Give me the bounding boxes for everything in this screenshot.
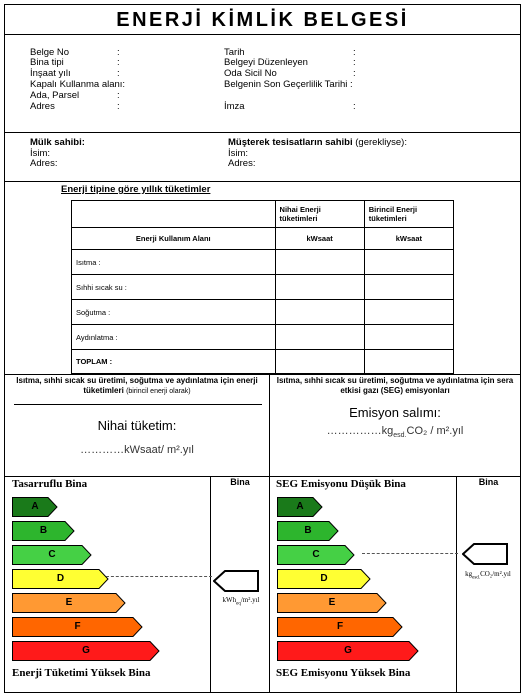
label-kapali-alan: Kapalı Kullanma alanı: bbox=[30, 79, 126, 90]
emission-marker-arrow bbox=[462, 543, 508, 565]
label-oda-sicil: Oda Sicil No bbox=[224, 68, 277, 79]
colon: : bbox=[353, 47, 356, 58]
final-note: (birincil enerji olarak) bbox=[126, 388, 191, 395]
co-owner-address: Adres: bbox=[228, 158, 256, 169]
table-cell bbox=[364, 275, 453, 300]
divider bbox=[269, 476, 270, 693]
table-row bbox=[72, 228, 454, 250]
class-bar-label: B bbox=[304, 525, 312, 536]
owner-title: Mülk sahibi: bbox=[30, 137, 85, 148]
row-label: Soğutma : bbox=[72, 300, 276, 325]
final-heading: Isıtma, sıhhi sıcak su üretimi, soğutma ve aydınlatma için enerji tüketimleri bbox=[16, 376, 258, 395]
final-value: …………kWsaat/ m².yıl bbox=[80, 444, 194, 456]
divider bbox=[4, 132, 521, 133]
energy-marker-line bbox=[106, 576, 212, 577]
table-cell bbox=[364, 350, 453, 374]
class-bar-label: G bbox=[82, 645, 90, 656]
table-row bbox=[72, 325, 454, 350]
energy-col-header: Bina bbox=[230, 477, 250, 487]
emission-scale-bottom: SEG Emisyonu Yüksek Bina bbox=[276, 667, 411, 679]
label-gecerlilik: Belgenin Son Geçerlilik Tarihi : bbox=[224, 79, 353, 90]
co-owner-note: (gerekliyse): bbox=[355, 137, 407, 148]
class-bar-b bbox=[277, 521, 339, 541]
label-tarih: Tarih bbox=[224, 47, 245, 58]
page-title: ENERJİ KİMLİK BELGESİ bbox=[5, 6, 520, 35]
row-label: Isıtma : bbox=[72, 250, 276, 275]
table-row bbox=[72, 250, 454, 275]
table-cell bbox=[364, 325, 453, 350]
table-cell bbox=[364, 250, 453, 275]
emission-marker-unit: $kg_{esd.}CO_2/m^2.yıl$ bbox=[465, 570, 511, 581]
table-cell bbox=[275, 250, 364, 275]
colon: : bbox=[117, 90, 120, 101]
energy-marker-arrow bbox=[213, 570, 259, 592]
final-heading-box bbox=[6, 376, 268, 397]
class-bar-b bbox=[12, 521, 75, 541]
emission-heading: Isıtma, sıhhi sıcak su üretimi, soğutma ve aydınlatma için sera etkisi gazı (SEG) emisyonları bbox=[276, 376, 514, 395]
class-bar-d bbox=[277, 569, 371, 589]
emission-label: Emisyon salımı: bbox=[349, 405, 441, 420]
label-bina-tipi: Bina tipi bbox=[30, 57, 64, 68]
class-bar-f bbox=[277, 617, 403, 637]
class-bar-g bbox=[277, 641, 419, 661]
emission-value-pre: ……………kg bbox=[326, 425, 394, 437]
label-duzenleyen: Belgeyi Düzenleyen bbox=[224, 57, 308, 68]
class-bar-e bbox=[277, 593, 387, 613]
class-bar-label: B bbox=[39, 525, 48, 536]
label-imza: İmza bbox=[224, 101, 245, 112]
table-cell bbox=[275, 325, 364, 350]
emission-col-header: Bina bbox=[478, 477, 499, 487]
col-primary-header: Birincil Enerji tüketimleri bbox=[364, 201, 453, 228]
energy-scale-bottom: Enerji Tüketimi Yüksek Bina bbox=[12, 667, 151, 679]
class-bar-e bbox=[12, 593, 126, 613]
class-bar-label: A bbox=[296, 501, 304, 512]
owner-address: Adres: bbox=[30, 158, 58, 169]
class-bar-label: E bbox=[328, 597, 336, 608]
final-label: Nihai tüketim: bbox=[97, 418, 177, 433]
divider bbox=[456, 476, 457, 693]
col-final-header: Nihai Enerji tüketimleri bbox=[275, 201, 364, 228]
divider bbox=[210, 476, 211, 693]
consumption-heading: Enerji tipine göre yıllık tüketimler bbox=[61, 184, 211, 195]
unit-final: kWsaat bbox=[275, 228, 364, 250]
table-cell bbox=[72, 201, 276, 228]
class-bar-label: E bbox=[65, 597, 73, 608]
class-bar-c bbox=[277, 545, 355, 565]
colon: : bbox=[353, 57, 356, 68]
energy-scale-top: Tasarruflu Bina bbox=[12, 478, 88, 490]
energy-marker-unit: kWh$_{eq}$/m².yıl bbox=[222, 596, 260, 607]
co-owner-title bbox=[228, 138, 407, 149]
class-bar-label: F bbox=[74, 621, 81, 632]
class-bar-g bbox=[12, 641, 160, 661]
colon: : bbox=[353, 68, 356, 79]
divider bbox=[4, 181, 521, 182]
class-bar-d bbox=[12, 569, 109, 589]
table-row bbox=[72, 300, 454, 325]
class-bar-a bbox=[12, 497, 58, 517]
energy-marker-sub: eq bbox=[236, 601, 241, 607]
row-label: Sıhhi sıcak su : bbox=[72, 275, 276, 300]
class-bar-label: D bbox=[320, 573, 328, 584]
owner-name: İsim: bbox=[30, 148, 51, 159]
label-insaat-yili: İnşaat yılı bbox=[30, 68, 71, 79]
class-bar-label: D bbox=[56, 573, 65, 584]
colon: : bbox=[117, 101, 120, 112]
table-cell bbox=[275, 300, 364, 325]
class-bar-a bbox=[277, 497, 323, 517]
divider bbox=[269, 374, 270, 476]
label-belge-no: Belge No bbox=[30, 47, 70, 58]
table-cell bbox=[275, 275, 364, 300]
emission-marker-line bbox=[362, 553, 458, 554]
emission-value bbox=[271, 425, 519, 439]
co-owner-name: İsim: bbox=[228, 148, 249, 159]
class-bar-c bbox=[12, 545, 92, 565]
colon: : bbox=[117, 47, 120, 58]
colon: : bbox=[353, 101, 356, 112]
divider bbox=[14, 404, 262, 405]
table-row bbox=[72, 350, 454, 374]
table-cell bbox=[364, 300, 453, 325]
table-row bbox=[72, 275, 454, 300]
emission-value-post: CO₂ / m².yıl bbox=[406, 425, 464, 437]
row-total: TOPLAM : bbox=[72, 350, 276, 374]
emission-value-sub: esd. bbox=[393, 432, 407, 440]
class-bar-label: F bbox=[336, 621, 344, 632]
emission-marker-sub: esd. bbox=[472, 575, 481, 581]
label-adres: Adres bbox=[30, 101, 55, 112]
table-row bbox=[72, 201, 454, 228]
class-bar-f bbox=[12, 617, 143, 637]
class-bar-label: A bbox=[31, 501, 39, 512]
co-owner-title-text: Müşterek tesisatların sahibi bbox=[228, 137, 353, 148]
class-bar-label: C bbox=[312, 549, 320, 560]
divider bbox=[4, 374, 521, 375]
row-label: Aydınlatma : bbox=[72, 325, 276, 350]
unit-primary: kWsaat bbox=[364, 228, 453, 250]
consumption-table bbox=[71, 200, 454, 374]
col-area-header: Enerji Kullanım Alanı bbox=[72, 228, 276, 250]
class-bar-label: G bbox=[344, 645, 352, 656]
colon: : bbox=[117, 68, 120, 79]
class-bar-label: C bbox=[48, 549, 56, 560]
table-cell bbox=[275, 350, 364, 374]
emission-scale-top: SEG Emisyonu Düşük Bina bbox=[276, 478, 406, 490]
colon: : bbox=[117, 57, 120, 68]
label-ada-parsel: Ada, Parsel bbox=[30, 90, 80, 101]
